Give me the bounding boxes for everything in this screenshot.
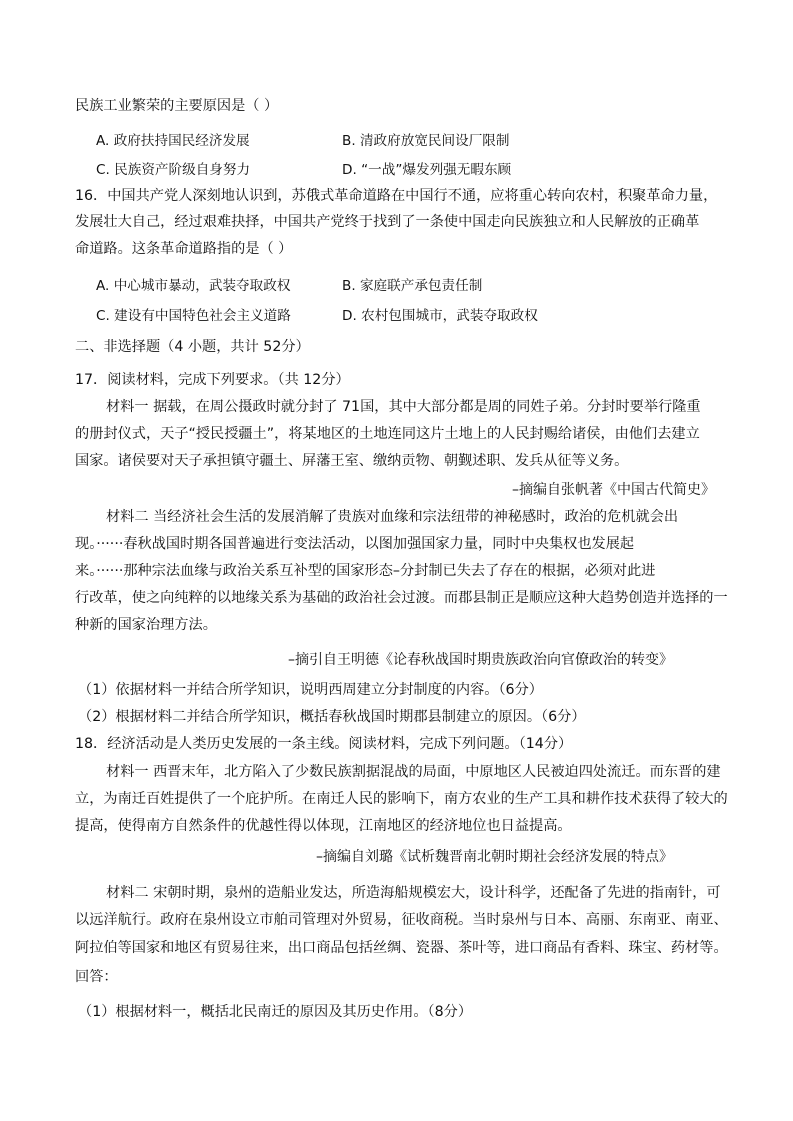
q16-option-d[interactable]: D. 农村包围城市，武装夺取政权: [342, 308, 538, 324]
q18-material2-line-1: 材料二 宋朝时期，泉州的造船业发达，所造海船规模宏大，设计科学，还配备了先进的指南针，可: [106, 885, 721, 901]
q15-stem-tail: 民族工业繁荣的主要原因是（ ）: [75, 98, 279, 114]
q16-option-b[interactable]: B. 家庭联产承包责任制: [342, 278, 483, 294]
q17-material2-line-4: 行改革，使之向纯粹的以地缘关系为基础的政治社会过渡。而郡县制正是顺应这种大趋势创造并选择的一: [75, 590, 728, 606]
q16-stem-line-3: 命道路。这条革命道路指的是（ ）: [75, 241, 293, 257]
q17-material1-line-1: 材料一 据载，在周公摄政时就分封了 71国，其中大部分都是周的同姓子弟。分封时要举行隆重: [106, 399, 701, 415]
q18-material1-line-2: 立，为南迁百姓提供了一个庇护所。在南迁人民的影响下，南方农业的生产工具和耕作技术获得了较大的: [75, 791, 728, 807]
q15-option-d[interactable]: D. “一战”爆发列强无暇东顾: [342, 162, 512, 178]
q17-material1-line-3: 国家。诸侯要对天子承担镇守疆土、屏藩王室、缴纳贡物、朝觐述职、发兵从征等义务。: [75, 453, 629, 469]
q17-material2-line-1: 材料二 当经济社会生活的发展消解了贵族对血缘和宗法纽带的神秘感时，政治的危机就会出: [106, 509, 679, 525]
q17-stem: 17．阅读材料，完成下列要求。（共 12分）: [75, 372, 350, 388]
q16-stem-line-1: 16．中国共产党人深刻地认识到，苏俄式革命道路在中国行不通，应将重心转向农村，积聚革命力量，: [75, 188, 718, 204]
q15-option-c[interactable]: C. 民族资产阶级自身努力: [96, 162, 251, 178]
q17-material1-line-2: 的册封仪式，天子“授民授疆土”，将某地区的土地连同这片土地上的人民封赐给诸侯，由他们去建立: [75, 426, 700, 442]
q17-source1: –摘编自张帆著《中国古代简史》: [512, 482, 715, 498]
q17-source2: –摘引自王明德《论春秋战国时期贵族政治向官僚政治的转变》: [288, 652, 673, 668]
q18-answer-label: 回答：: [75, 969, 118, 985]
q17-material2-line-2: 现。······春秋战国时期各国普遍进行变法活动，以图加强国家力量，同时中央集权也发展起: [75, 536, 635, 552]
q16-option-a[interactable]: A. 中心城市暴动，武装夺取政权: [96, 278, 291, 294]
section-2-title: 二、非选择题（4 小题，共计 52分）: [75, 339, 310, 355]
q15-option-b[interactable]: B. 清政府放宽民间设厂限制: [342, 133, 510, 149]
q16-stem-line-2: 发展壮大自己，经过艰难抉择，中国共产党终于找到了一条使中国走向民族独立和人民解放的正确革: [75, 214, 700, 230]
q15-option-a[interactable]: A. 政府扶持国民经济发展: [96, 133, 250, 149]
q17-material2-line-3: 来。······那种宗法血缘与政治关系互补型的国家形态–分封制已失去了存在的根据，必须对此进: [75, 563, 656, 579]
q16-option-c[interactable]: C. 建设有中国特色社会主义道路: [96, 308, 291, 324]
q17-material2-line-5: 种新的国家治理方法。: [75, 617, 217, 633]
q17-sub-question-2: （2）根据材料二并结合所学知识，概括春秋战国时期郡县制建立的原因。（6分）: [78, 709, 586, 725]
q18-material1-line-1: 材料一 西晋末年，北方陷入了少数民族割据混战的局面，中原地区人民被迫四处流迁。而东晋的建: [106, 764, 721, 780]
q18-material2-line-2: 以远洋航行。政府在泉州设立市舶司管理对外贸易，征收商税。当时泉州与日本、高丽、东南亚、南亚、: [75, 912, 728, 928]
q18-source1: –摘编自刘璐《试析魏晋南北朝时期社会经济发展的特点》: [316, 849, 673, 865]
q18-material2-line-3: 阿拉伯等国家和地区有贸易往来，出口商品包括丝绸、瓷器、茶叶等，进口商品有香料、珠宝、药材等。: [75, 940, 728, 956]
q18-sub-question-1: （1）根据材料一，概括北民南迁的原因及其历史作用。（8分）: [78, 1004, 473, 1020]
q17-sub-question-1: （1）依据材料一并结合所学知识，说明西周建立分封制度的内容。（6分）: [78, 682, 543, 698]
q18-material1-line-3: 提高，使得南方自然条件的优越性得以体现，江南地区的经济地位也日益提高。: [75, 818, 572, 834]
q18-stem: 18．经济活动是人类历史发展的一条主线。阅读材料，完成下列问题。（14分）: [75, 736, 573, 752]
